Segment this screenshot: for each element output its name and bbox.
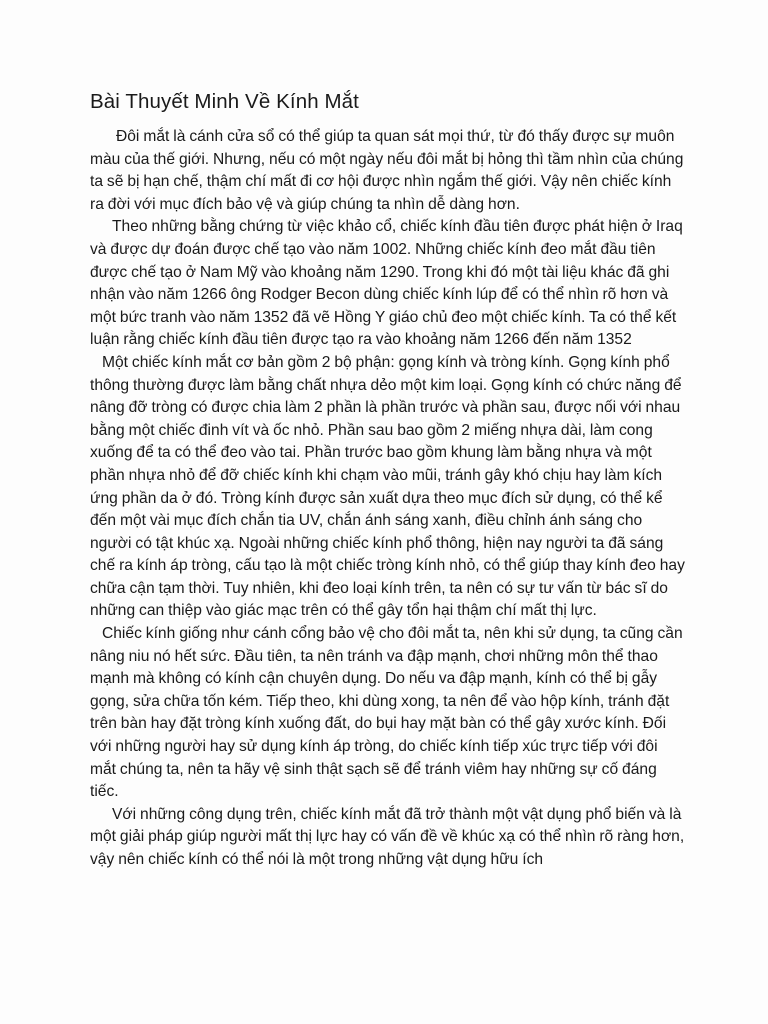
paragraph-history: Theo những bằng chứng từ việc khảo cổ, chiếc kính đầu tiên được phát hiện ở Iraq và được dự đoán được chế tạo vào năm 1002. Những chiếc kính đeo mắt đầu tiên được chế tạo ở Nam Mỹ vào khoảng năm 1290. Trong khi đó một tài liệu khác đã ghi nhận vào năm 1266 ông Rodger Becon dùng chiếc kính lúp để có thể nhìn rõ hơn và một bức tranh vào năm 1352 đã vẽ Hồng Y giáo chủ đeo một chiếc kính. Ta có thể kết luận rằng chiếc kính đầu tiên được tạo ra vào khoảng năm 1266 đến năm 1352 (90, 218, 683, 349)
paragraph-conclusion: Với những công dụng trên, chiếc kính mắt đã trở thành một vật dụng phổ biến và là một giải pháp giúp người mất thị lực hay có vấn đề về khúc xạ có thể nhìn rõ ràng hơn, vậy nên chiếc kính có thể nói là một trong những vật dụng hữu ích (90, 805, 685, 868)
paragraph-intro: Đôi mắt là cánh cửa sổ có thể giúp ta quan sát mọi thứ, từ đó thấy được sự muôn màu của thế giới. Nhưng, nếu có một ngày nếu đôi mắt bị hỏng thì tầm nhìn của chúng ta sẽ bị hạn chế, thậm chí mất đi cơ hội được nhìn ngắm thế giới. Vậy nên chiếc kính ra đời với mục đích bảo vệ và giúp chúng ta nhìn dễ dàng hơn. (90, 128, 684, 213)
document-title: Bài Thuyết Minh Về Kính Mắt (90, 90, 359, 113)
paragraph-care: Chiếc kính giống như cánh cổng bảo vệ cho đôi mắt ta, nên khi sử dụng, ta cũng cần nâng niu nó hết sức. Đầu tiên, ta nên tránh va đập mạnh, chơi những môn thể thao mạnh mà không có kính cận chuyên dụng. Do nếu va đập mạnh, kính có thể bị gẫy gọng, sửa chữa tốn kém. Tiếp theo, khi dùng xong, ta nên để vào hộp kính, tránh đặt trên bàn hay đặt tròng kính xuống đất, do bụi hay mặt bàn có thể gây xước kính. Đối với những người hay sử dụng kính áp tròng, do chiếc kính tiếp xúc trực tiếp với đôi mắt chúng ta, nên ta hãy vệ sinh thật sạch sẽ để tránh viêm hay những sự cố đáng tiếc. (90, 625, 683, 801)
paragraph-structure: Một chiếc kính mắt cơ bản gồm 2 bộ phận: gọng kính và tròng kính. Gọng kính phổ thông thường được làm bằng chất nhựa dẻo một kim loại. Gọng kính có chức năng để nâng đỡ tròng có được chia làm 2 phần là phần trước và phần sau, được nối với nhau bằng một chiếc đinh vít và ốc nhỏ. Phần sau bao gồm 2 miếng nhựa dài, làm cong xuống để ta có thể đeo vào tai. Phần trước bao gồm khung làm bằng nhựa và một phần nhựa nhỏ để đỡ chiếc kính khi chạm vào mũi, tránh gây khó chịu hay làm kích ứng phần da ở đó. Tròng kính được sản xuất dựa theo mục đích sử dụng, có thể kể đến một vài mục đích chắn tia UV, chắn ánh sáng xanh, điều chỉnh ánh sáng cho người có tật khúc xạ. Ngoài những chiếc kính phổ thông, hiện nay người ta đã sáng chế ra kính áp tròng, cấu tạo là một chiếc tròng kính nhỏ, có thể giúp thay kính đeo hay chữa cận tạm thời. Tuy nhiên, khi đeo loại kính trên, ta nên có sự tư vấn từ bác sĩ do những can thiệp vào giác mạc trên có thể gây tổn hại thậm chí mất thị lực. (90, 353, 685, 620)
